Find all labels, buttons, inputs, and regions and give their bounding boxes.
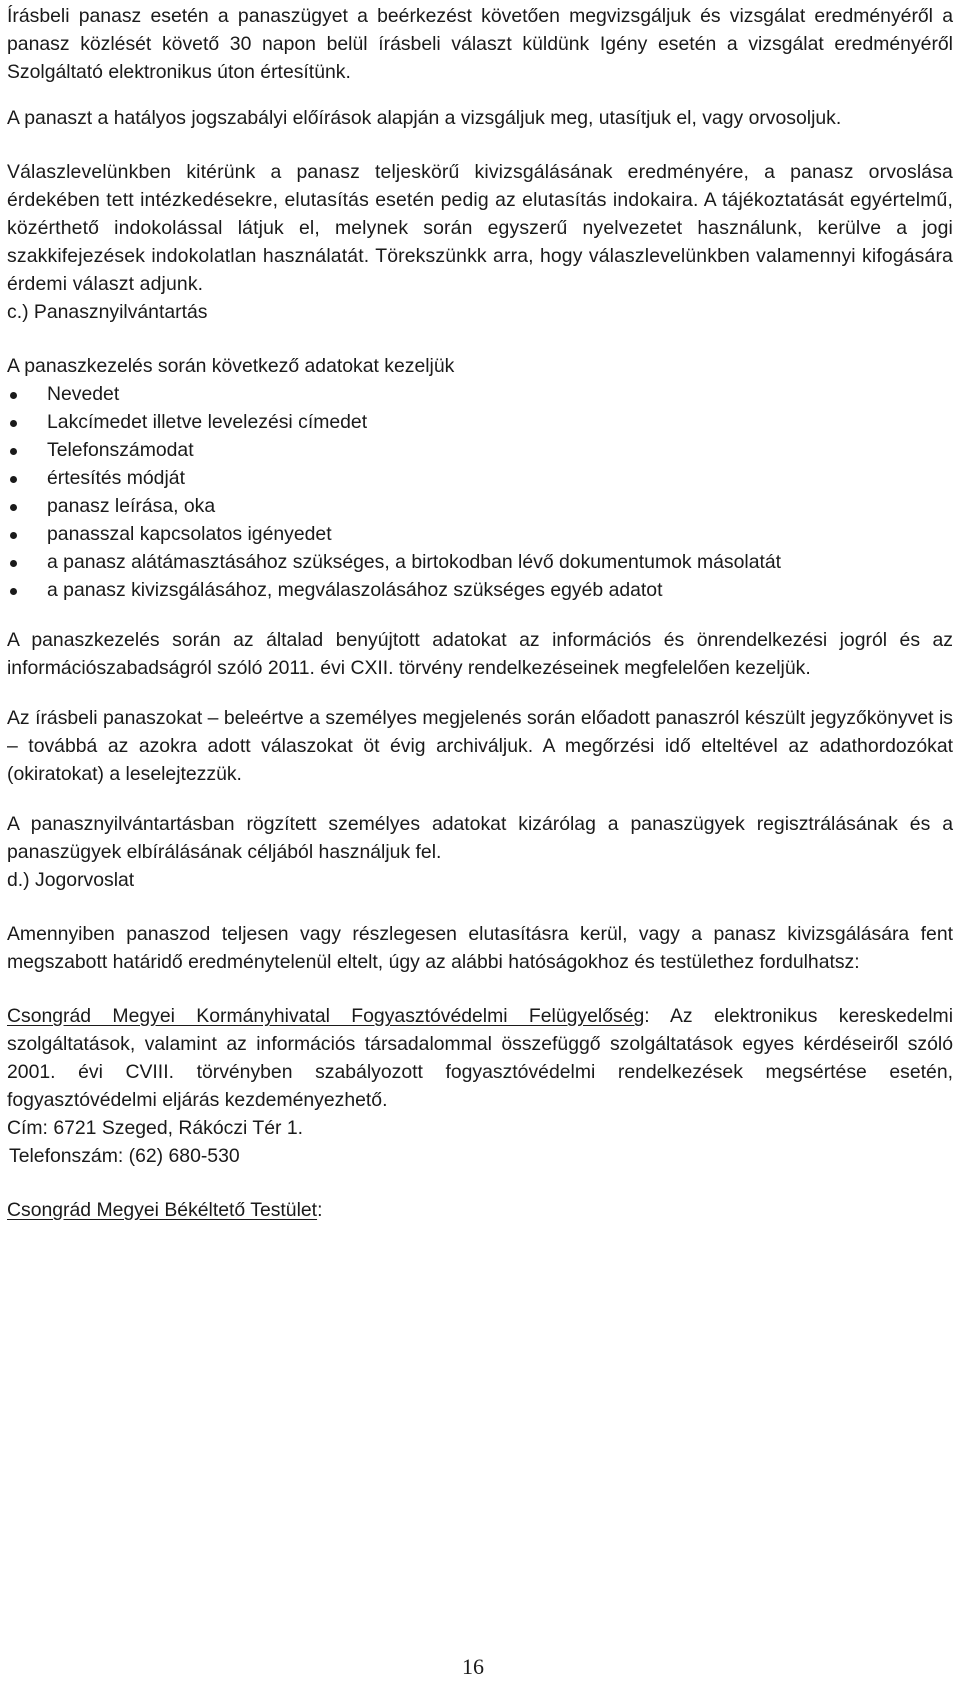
list-item [7,492,953,520]
authority-conciliation-board [7,1196,953,1224]
document-page [7,2,953,1224]
paragraph-legal-basis: A panaszt a hatályos jogszabályi előírások alapján a vizsgáljuk meg, utasítjuk el, vagy orvosoljuk. [7,107,842,129]
authority-name-link[interactable]: Csongrád Megyei Kormányhivatal Fogyasztóvédelmi Felügyelőség [7,1005,645,1027]
authority-phone: Telefonszám: (62) 680-530 [9,1145,240,1167]
paragraph-archiving: Az írásbeli panaszokat – beleértve a személyes megjelenés során előadott panaszról készült jegyzőkönyvet is – továbbá az azokra adott válaszokat öt évig archiváljuk. A megőrzési idő elteltével az adathordozókat (okiratokat) a leselejtezzük. [7,707,953,785]
list-item-text: Nevedet [47,383,120,405]
authority-name-link[interactable]: Csongrád Megyei Békéltető Testület [7,1199,318,1221]
bullet-icon [10,448,17,455]
list-item-text: a panasz alátámasztásához szükséges, a birtokodban lévő dokumentumok másolatát [47,551,782,573]
paragraph-remedy-intro: Amennyiben panaszod teljesen vagy részlegesen elutasításra kerül, vagy a panasz kivizsgálására fent megszabott határidő eredménytelenül eltelt, úgy az alábbi hatóságokhoz és testülethez fordulhatsz: [7,923,953,973]
authority-suffix: : [317,1199,323,1221]
paragraph-written-complaint: Írásbeli panasz esetén a panaszügyet a beérkezést követően megvizsgáljuk és vizsgálat eredményéről a panasz közlését követő 30 napon belül írásbeli választ küldünk Igény esetén a vizsgálat eredményéről Szolgáltató elektronikus úton értesítünk. [7,5,953,83]
bullet-icon [10,392,17,399]
authority-consumer-protection [7,1002,953,1114]
paragraph-data-handling: A panaszkezelés során az általad benyújtott adatokat az információs és önrendelkezési jogról és az információszabadságról szóló 2011. évi CXII. törvény rendelkezéseinek megfelelően kezeljük. [7,629,953,679]
bullet-icon [10,420,17,427]
bullet-icon [10,560,17,567]
authority-address: Cím: 6721 Szeged, Rákóczi Tér 1. [7,1117,304,1139]
bullet-icon [10,532,17,539]
page-number: 16 [462,1654,484,1679]
list-item [7,576,953,604]
bullet-icon [10,588,17,595]
list-item [7,408,953,436]
section-heading-legal-remedy: d.) Jogorvoslat [7,869,135,891]
list-item [7,548,953,576]
section-heading-complaint-register: c.) Panasznyilvántartás [7,301,208,323]
bullet-icon [10,476,17,483]
list-item [7,436,953,464]
list-item-text: Lakcímedet illetve levelezési címedet [47,411,368,433]
data-list [7,380,953,604]
list-item-text: panasszal kapcsolatos igényedet [47,523,332,545]
list-item-text: értesítés módját [47,467,185,489]
paragraph-data-intro: A panaszkezelés során következő adatokat kezeljük [7,355,455,377]
list-item-text: Telefonszámodat [47,439,194,461]
list-item [7,380,953,408]
paragraph-register-purpose: A panasznyilvántartásban rögzített személyes adatokat kizárólag a panaszügyek regisztrálásának és a panaszügyek elbírálásának céljából használjuk fel. [7,813,953,863]
authority-description: : Az elektronikus kereskedelmi szolgáltatások, valamint az információs társadalommal összefüggő szolgáltatások egyes kérdéseiről szóló 2001. évi CVIII. törvényben szabályozott fogyasztóvédelmi rendelkezések megsértése esetén, fogyasztóvédelmi eljárás kezdeményezhető. [7,1005,954,1111]
bullet-icon [10,504,17,511]
list-item-text: a panasz kivizsgálásához, megválaszolásához szükséges egyéb adatot [47,579,663,601]
list-item [7,520,953,548]
list-item-text: panasz leírása, oka [47,495,216,517]
list-item [7,464,953,492]
paragraph-reply-letter: Válaszlevelünkben kitérünk a panasz teljeskörű kivizsgálásának eredményére, a panasz orvoslása érdekében tett intézkedésekre, elutasítás esetén pedig az elutasítás indokaira. A tájékoztatását egyértelmű, közérthető indokolással látjuk el, melynek során egyszerű nyelvezetet használunk, kerülve a jogi szakkifejezések indokolatlan használatát. Törekszünkk arra, hogy válaszlevelünkben valamennyi kifogására érdemi választ adjunk. [7,161,953,295]
